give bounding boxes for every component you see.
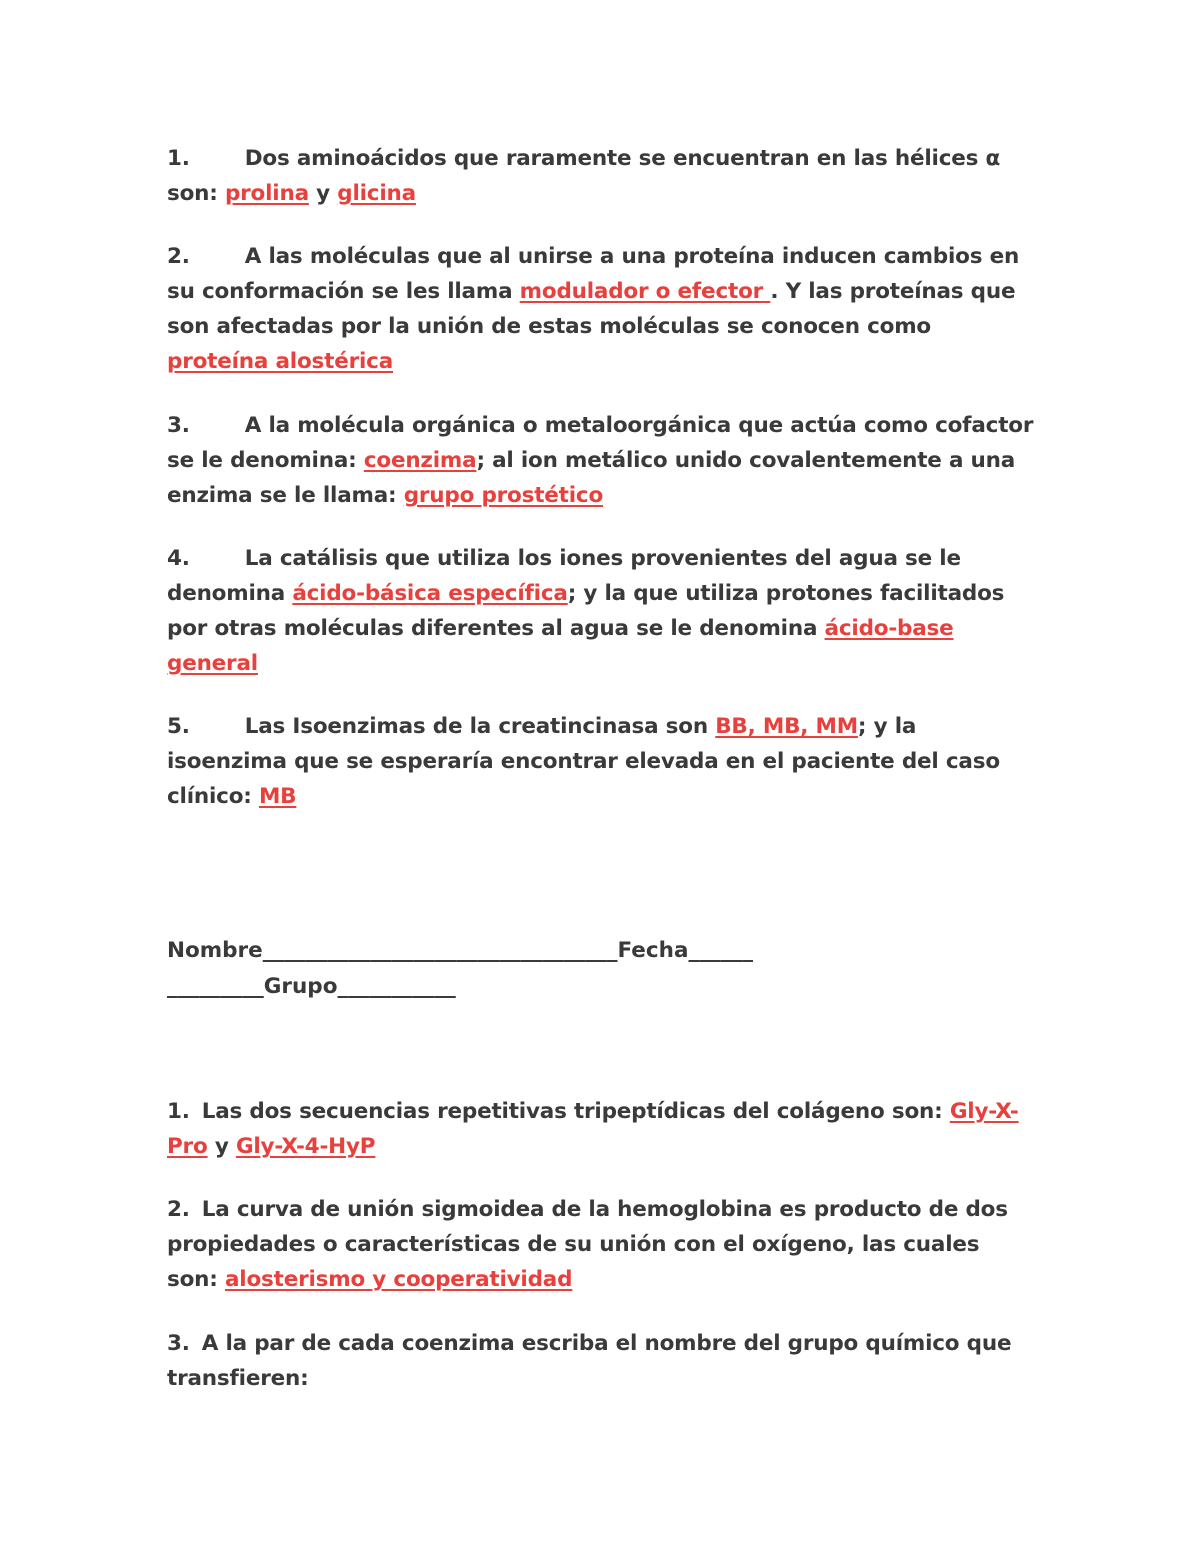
question-text: Dos aminoácidos que raramente se encuentran en las hélices α son:: [167, 146, 1001, 206]
question-b2: [167, 1192, 1037, 1297]
question-b1: [167, 1094, 1037, 1164]
answer-glicina: glicina: [337, 181, 416, 206]
question-text-continued: ; y la que utiliza protones facilitados por otras moléculas diferentes al agua se le denomina: [167, 581, 1005, 641]
question-text: La catálisis que utiliza los iones provenientes del agua se le denomina: [167, 546, 961, 606]
question-number: 3.: [167, 413, 190, 438]
question-number: 4.: [167, 546, 190, 571]
answer-isoenzimas: BB, MB, MM: [715, 714, 858, 739]
question-number: 5.: [167, 714, 190, 739]
question-number: 1.: [167, 146, 190, 171]
answer-mb: MB: [258, 784, 297, 809]
question-number: 3.: [167, 1331, 190, 1356]
question-text: Las dos secuencias repetitivas tripeptídicas del colágeno son:: [201, 1099, 950, 1124]
question-text-continued: ; al ion metálico unido covalentemente a una enzima se le llama:: [167, 448, 1016, 508]
answer-acido-basica-especifica: ácido-básica específica: [292, 581, 568, 606]
question-text-connector: y: [207, 1134, 236, 1159]
question-text: A la molécula orgánica o metaloorgánica que actúa como cofactor se le denomina:: [167, 413, 1034, 473]
question-text: A la par de cada coenzima escriba el nombre del grupo químico que transfieren:: [167, 1331, 1012, 1391]
question-text-connector: y: [308, 181, 338, 206]
question-text: Las Isoenzimas de la creatincinasa son: [244, 714, 716, 739]
question-text-continued: ; y la isoenzima que se esperaría encontrar elevada en el paciente del caso clínico:: [167, 714, 1000, 809]
answer-gly-x-pro: Gly-X-Pro: [167, 1099, 1019, 1159]
question-number: 1.: [167, 1099, 190, 1124]
answer-acido-base-general: ácido-base general: [167, 616, 954, 676]
question-number: 2.: [167, 244, 190, 269]
question-a3: [167, 408, 1037, 513]
answer-modulador: modulador o efector: [519, 279, 771, 304]
question-a1: [167, 141, 1037, 211]
answer-grupo-prostetico: grupo prostético: [403, 483, 604, 508]
name-date-line: Nombre_________________________________Fecha______: [167, 938, 753, 963]
question-number: 2.: [167, 1197, 190, 1222]
question-text-continued: . Y las proteínas que son afectadas por la unión de estas moléculas se conocen como: [167, 279, 1016, 339]
answer-coenzima: coenzima: [363, 448, 477, 473]
answer-prolina: prolina: [224, 181, 309, 206]
question-b3: [167, 1326, 1037, 1396]
answer-gly-x-4-hyp: Gly-X-4-HyP: [235, 1134, 376, 1159]
question-text: A las moléculas que al unirse a una proteína inducen cambios en su conformación se les llama: [167, 244, 1020, 304]
question-text: La curva de unión sigmoidea de la hemoglobina es producto de dos propiedades o características de su unión con el oxígeno, las cuales son:: [167, 1197, 1008, 1292]
answer-proteina-alosterica: proteína alostérica: [167, 349, 394, 374]
answer-alosterismo-cooperatividad: alosterismo y cooperatividad: [224, 1267, 573, 1292]
question-a5: [167, 709, 1037, 814]
question-a4: [167, 541, 1037, 681]
group-line: _________Grupo___________: [167, 974, 456, 999]
question-a2: [167, 239, 1037, 379]
